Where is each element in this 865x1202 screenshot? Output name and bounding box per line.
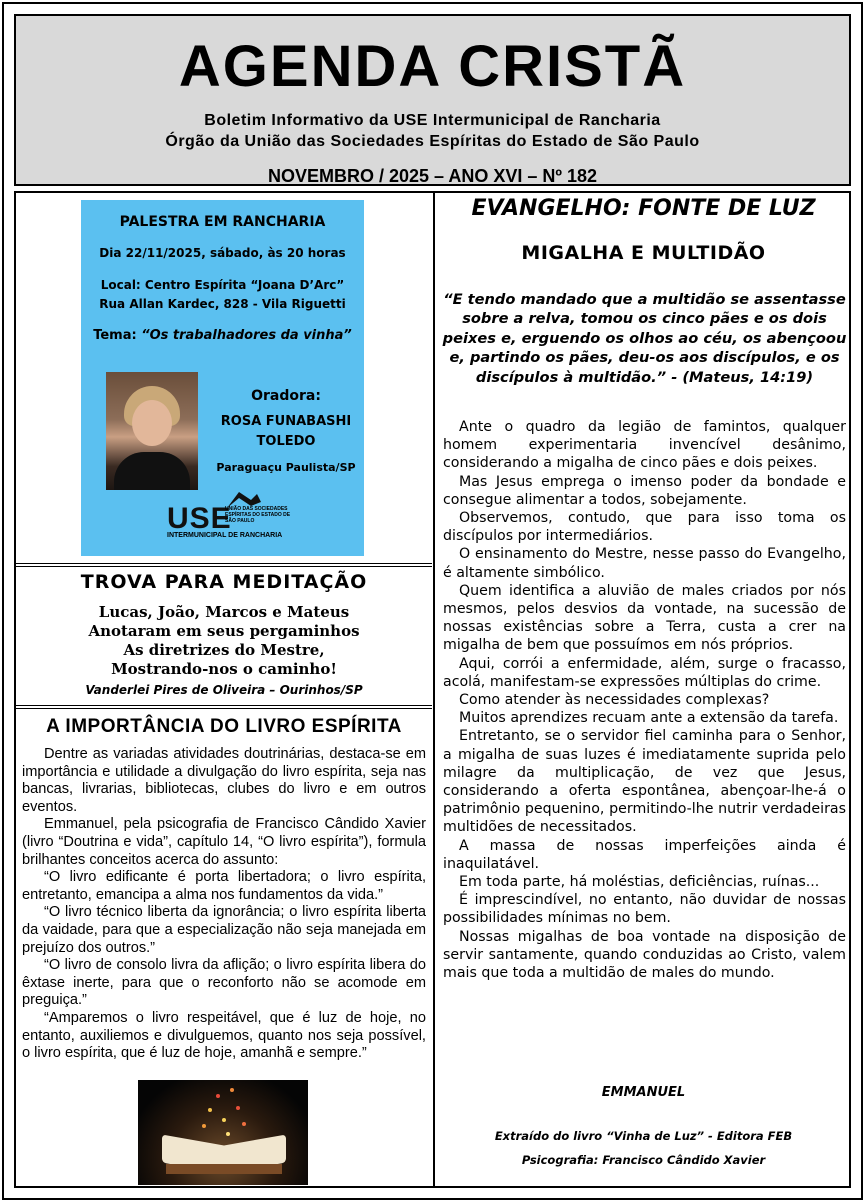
speaker-photo [106,372,198,490]
poster-local-line2: Rua Allan Kardec, 828 - Vila Riguetti [99,297,346,311]
livro-paragraph: “Amparemos o livro respeitável, que é luz de hoje, no entanto, auxiliemos e divulguemos, quanto nos seja possível, o livro espírita, que é luz de hoje, amanhã e sempre.” [22,1009,426,1062]
livro-paragraph: “O livro edificante é porta libertadora; o livro espírita, entretanto, emancipa a alma nos fundamentos da vida.” [22,869,426,903]
separator-trova-livro [16,705,432,709]
poster-local-line1: Local: Centro Espírita “Joana D’Arc” [100,278,345,292]
masthead [14,14,851,186]
subtitle-organ: Órgão da União das Sociedades Espíritas do Estado de São Paulo [165,133,700,150]
use-logo-intermunicipal: INTERMUNICIPAL DE RANCHARIA [167,532,283,539]
evangelho-paragraph: O ensinamento do Mestre, nesse passo do Evangelho, é altamente simbólico. [443,546,846,581]
heart-spark [236,1106,240,1110]
evangelho-paragraph: Nossas migalhas de boa vontade na disposição de servir santamente, quando conduzidas ao Cristo, valem mais que toda a multidão de males do mundo. [443,928,846,982]
heart-spark [216,1094,220,1098]
evangelho-article [443,418,846,982]
speaker-info [216,386,356,478]
speaker-body [114,452,190,490]
trova-line: Lucas, João, Marcos e Mateus [98,603,350,621]
poster-theme-value: “Os trabalhadores da vinha” [141,328,352,343]
evangelho-paragraph: A massa de nossas imperfeições ainda é inaquilatável. [443,837,846,872]
trova-verse [16,603,432,679]
evangelho-paragraph: Quem identifica a aluvião de males criados por nós mesmos, pelos desvios da vontade, na sucessão de nossas existências sobre a Terra, custa a crer na migalha de bem que possuímos em nós próprios. [443,582,846,654]
evangelho-paragraph: Entretanto, se o servidor fiel caminha para o Senhor, a migalha de suas luzes é imediatamente suprida pelo milagre da multiplicação, de vez que Jesus, considerando a oferta espontânea, abençoar-lhe-á o patrimônio pequenino, permitindo-lhe nutrir verdadeiras multidões de necessitados. [443,728,846,836]
poster-date: Dia 22/11/2025, sábado, às 20 horas [99,246,346,260]
use-logo-small: UNIÃO DAS SOCIEDADES ESPÍRITAS DO ESTADO DE SÃO PAULO [225,506,291,524]
livro-paragraph: Emmanuel, pela psicografia de Francisco Cândido Xavier (livro “Doutrina e vida”, capítulo 14, “O livro espírita”), formula brilhantes conceitos acerca do assunto: [22,816,426,868]
speaker-name-line1: ROSA FUNABASHI [220,414,352,429]
open-book-image [138,1080,308,1185]
column-divider [433,191,435,1188]
evangelho-psicografia: Psicografia: Francisco Cândido Xavier [521,1153,766,1167]
livro-paragraph: “O livro de consolo livra da aflição; o livro espírita libera do êxtase inerte, para que o reconforto não se acomode em preguiça.” [22,957,426,1009]
evangelho-source: Extraído do livro “Vinha de Luz” - Editora FEB [494,1129,793,1143]
book-cover [166,1164,282,1174]
trova-author: Vanderlei Pires de Oliveira – Ourinhos/SP [85,683,363,697]
heart-spark [208,1108,212,1112]
evangelho-paragraph: É imprescindível, no entanto, não duvidar de nossas possibilidades mínimas no bem. [443,892,846,927]
poster-title: PALESTRA EM RANCHARIA [119,214,326,230]
speaker-label: Oradora: [251,388,321,404]
trova-line: Anotaram em seus pergaminhos [88,622,360,640]
evangelho-paragraph: Em toda parte, há moléstias, deficiências, ruínas... [459,874,820,891]
separator-poster-trova [16,563,432,567]
poster-theme-label: Tema: [93,328,137,343]
poster-location [81,276,364,314]
gospel-quote: “E tendo mandado que a multidão se assentasse sobre a relva, tomou os cinco pães e os dois peixes e, erguendo os olhos ao céu, os abençoou e, partindo os pães, deu-os aos discípulos, e os discípulos à multidão.” - (Mateus, 14:19) [442,291,847,386]
poster-theme [81,328,364,343]
evangelho-paragraph: Mas Jesus emprega o imenso poder da bondade e consegue alimentar a todos, sobejamente. [443,473,846,508]
issue-line: NOVEMBRO / 2025 – ANO XVI – Nº 182 [267,166,598,186]
speaker-face [132,400,172,446]
heart-spark [226,1132,230,1136]
livro-article [22,746,426,1063]
evangelho-subtitle: MIGALHA E MULTIDÃO [521,242,766,264]
speaker-city: Paraguaçu Paulista/SP [216,461,356,474]
livro-title: A IMPORTÂNCIA DO LIVRO ESPÍRITA [46,716,402,737]
speaker-name-line2: TOLEDO [256,434,316,449]
trova-line: Mostrando-nos o caminho! [111,660,337,678]
heart-spark [242,1122,246,1126]
use-logo-text: USE [167,502,232,535]
heart-spark [202,1124,206,1128]
evangelho-paragraph: Como atender às necessidades complexas? [459,692,770,709]
subtitle-bulletin: Boletim Informativo da USE Intermunicipal de Rancharia [204,112,661,129]
evangelho-paragraph: Observemos, contudo, que para isso toma os discípulos por intermediários. [443,510,846,545]
evangelho-title: EVANGELHO: FONTE DE LUZ [471,196,816,221]
use-logo [167,488,307,544]
trova-title: TROVA PARA MEDITAÇÃO [80,571,368,593]
lecture-poster [81,200,364,556]
trova-line: As diretrizes do Mestre, [123,641,325,659]
evangelho-paragraph: Aqui, corrói a enfermidade, além, surge o fracasso, acolá, manifestam-se expressões múltiplas do crime. [443,655,846,690]
heart-spark [222,1118,226,1122]
evangelho-paragraph: Ante o quadro da legião de famintos, qualquer homem experimentaria invencível desânimo, considerando a migalha de cinco pães e dois peixes. [443,419,846,472]
evangelho-paragraph: Muitos aprendizes recuam ante a extensão da tarefa. [459,710,839,727]
heart-spark [230,1088,234,1092]
livro-paragraph: “O livro técnico liberta da ignorância; o livro espírita liberta da vaidade, para que a especialização não seja manejada em prejuízo dos outros.” [22,904,426,956]
page-title: AGENDA CRISTÃ [178,34,687,99]
evangelho-author: EMMANUEL [601,1085,686,1100]
livro-paragraph: Dentre as variadas atividades doutrinárias, destaca-se em importância e utilidade a divulgação do livro espírita, seja nas bancas, livrarias, bibliotecas, clubes do livro e em outros eventos. [22,746,426,815]
